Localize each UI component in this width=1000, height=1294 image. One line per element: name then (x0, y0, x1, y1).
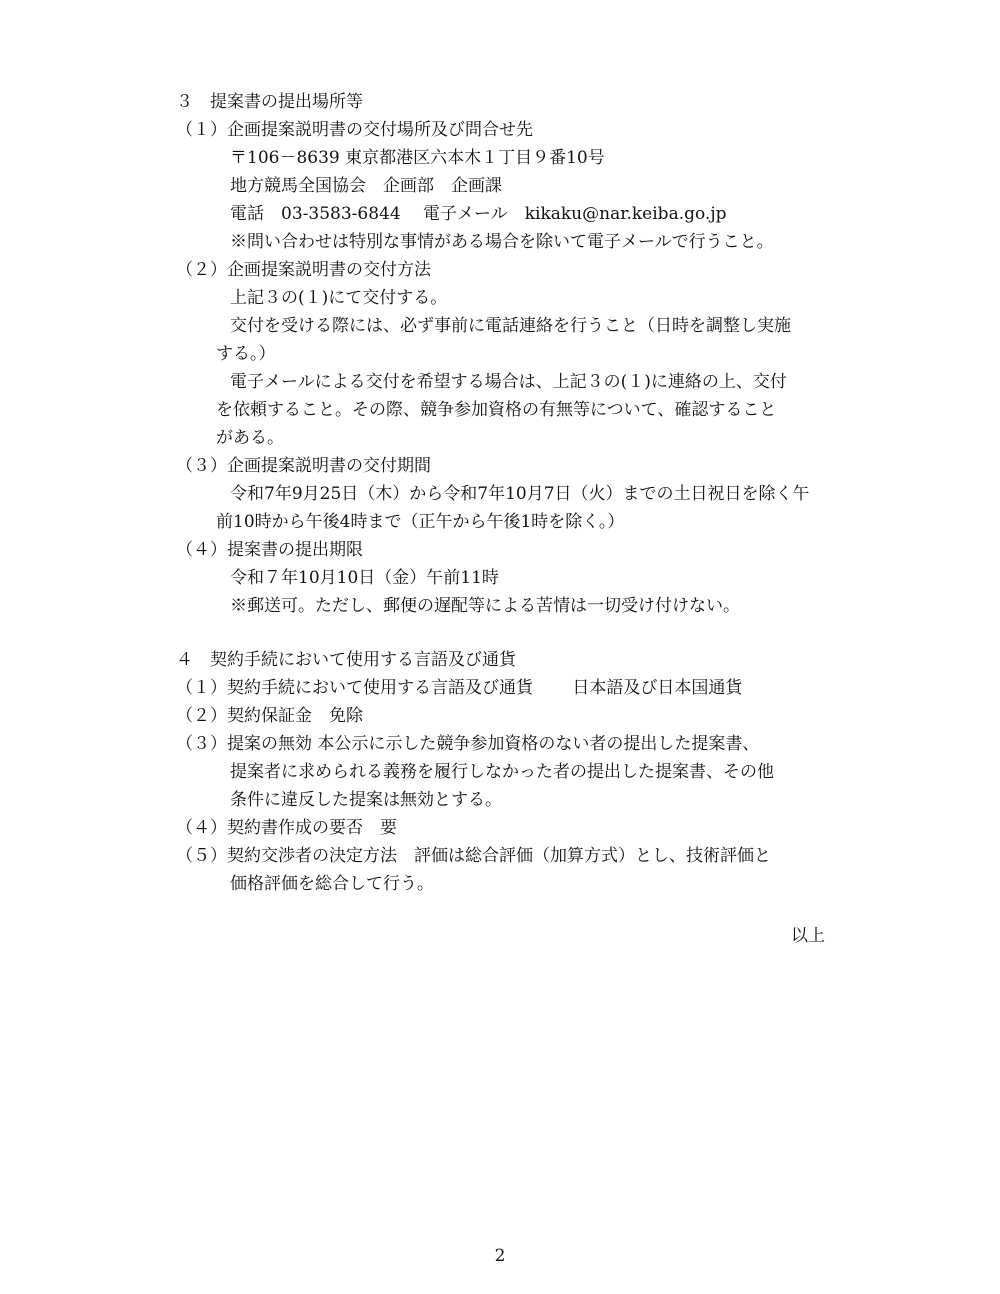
section3-heading: ３ 提案書の提出場所等 (176, 92, 363, 112)
section4-item5-line2: 価格評価を総合して行う。 (230, 874, 434, 894)
page-number: 2 (494, 1246, 506, 1266)
section3-item3-line2: 前10時から午後4時まで（正午から午後1時を除く。） (216, 512, 625, 532)
section4-item2: （２）契約保証金 免除 (176, 706, 363, 726)
section3-item3-label: （３）企画提案説明書の交付期間 (176, 456, 431, 476)
section3-item2-p3-line1: 電子メールによる交付を希望する場合は、上記３の(１)に連絡の上、交付 (230, 372, 787, 392)
section4-item3-line3: 条件に違反した提案は無効とする。 (230, 790, 502, 810)
section4-item1: （１）契約手続において使用する言語及び通貨 日本語及び日本国通貨 (176, 678, 743, 698)
section3-item2-p2-line2: する。） (216, 344, 276, 364)
section3-item2-p1: 上記３の(１)にて交付する。 (230, 288, 448, 308)
section3-item4-note: ※郵送可。ただし、郵便の遅配等による苦情は一切受け付けない。 (230, 596, 740, 616)
section3-item1-label: （１）企画提案説明書の交付場所及び問合せ先 (176, 120, 533, 140)
section3-item4-label: （４）提案書の提出期限 (176, 540, 363, 560)
section4-heading: ４ 契約手続において使用する言語及び通貨 (176, 650, 516, 670)
section4-item4: （４）契約書作成の要否 要 (176, 818, 397, 838)
section3-item3-line1: 令和7年9月25日（木）から令和7年10月7日（火）までの土日祝日を除く午 (230, 484, 810, 504)
section3-item4-deadline: 令和７年10月10日（金）午前11時 (230, 568, 499, 588)
section3-item2-p3-line3: がある。 (216, 428, 284, 448)
section3-item1-organization: 地方競馬全国協会 企画部 企画課 (230, 176, 502, 196)
section3-item2-p3-line2: を依頼すること。その際、競争参加資格の有無等について、確認すること (216, 400, 777, 420)
closing-text: 以上 (791, 926, 825, 946)
section4-item3-line1: （３）提案の無効 本公示に示した競争参加資格のない者の提出した提案書、 (176, 734, 760, 754)
section3-item1-address: 〒106－8639 東京都港区六本木１丁目９番10号 (230, 148, 605, 168)
section3-item2-p2-line1: 交付を受ける際には、必ず事前に電話連絡を行うこと（日時を調整し実施 (230, 316, 791, 336)
section3-item1-contact: 電話 03-3583-6844 電子メール kikaku@nar.keiba.go.jp (230, 204, 727, 224)
section4-item3-line2: 提案者に求められる義務を履行しなかった者の提出した提案書、その他 (230, 762, 774, 782)
section3-item2-label: （２）企画提案説明書の交付方法 (176, 260, 431, 280)
section4-item5-line1: （５）契約交渉者の決定方法 評価は総合評価（加算方式）とし、技術評価と (176, 846, 771, 866)
section3-item1-note: ※問い合わせは特別な事情がある場合を除いて電子メールで行うこと。 (230, 232, 774, 252)
